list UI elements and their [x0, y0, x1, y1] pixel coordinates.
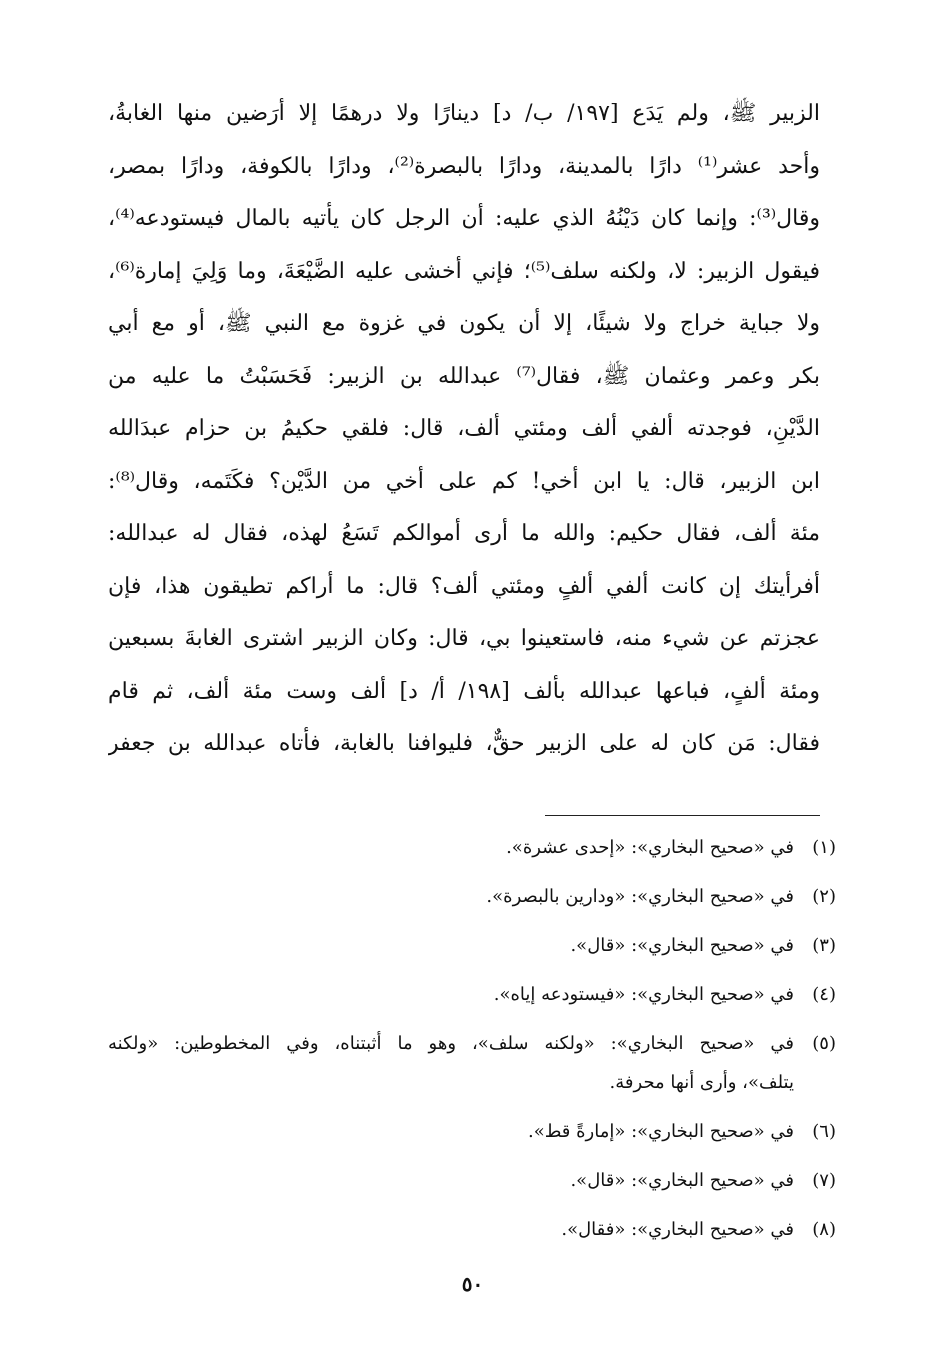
page-number: ٥٠: [461, 1272, 484, 1296]
footnote-line: في «صحيح البخاري»: «إحدى عشرة».: [506, 837, 794, 858]
footnote: [108, 828, 836, 867]
footnote-line: في «صحيح البخاري»: «فقال».: [561, 1219, 794, 1240]
footnote: [108, 1024, 836, 1102]
text-line: فيقول الزبير: لا، ولكنه سلف⁽⁵⁾؛ فإني أخشى عليه الضَّيْعَةَ، وما وَلِيَ إمارة⁽⁶⁾،: [108, 258, 820, 284]
text-line: الدَّيْنِ، فوجدته ألفي ألف ومئتي ألف، قال: فلقي حكيمُ بن حزام عبدَالله: [108, 416, 820, 441]
footnote-number: (٣): [812, 935, 836, 956]
footnote: [108, 975, 836, 1014]
footnote-line: في «صحيح البخاري»: «قال».: [570, 935, 794, 956]
footnote-number: (٤): [812, 984, 836, 1005]
footnote: [108, 1210, 836, 1249]
footnote-line: في «صحيح البخاري»: «فيستودعه إياه».: [493, 984, 794, 1005]
text-line: وقال⁽³⁾: وإنما كان دَيْنُهُ الذي عليه: أن الرجل كان يأتيه بالمال فيستودعه⁽⁴⁾،: [108, 206, 820, 231]
footnote-text: [108, 1112, 794, 1151]
text-line: وأحد عشر⁽¹⁾ دارًا بالمدينة، ودارًا بالبصرة⁽²⁾، ودارًا بالكوفة، ودارًا بمصر،: [108, 153, 820, 179]
footnote-line: في «صحيح البخاري»: «ودارين بالبصرة».: [486, 886, 794, 907]
footnote-separator: [545, 815, 820, 816]
main-text: [108, 88, 820, 771]
footnote-text: [108, 877, 794, 916]
text-line: فقال: مَن كان له على الزبير حقٌّ، فليوافنا بالغابة، فأتاه عبدالله بن جعفر: [108, 731, 820, 756]
footnote-number: (٥): [812, 1033, 836, 1054]
footnote-line: يتلف»، وأرى أنها محرفة.: [609, 1072, 794, 1093]
footnote-number: (١): [812, 837, 836, 858]
footnote-text: [108, 975, 794, 1014]
footnote-number: (٨): [812, 1219, 836, 1240]
text-line: بكر وعمر وعثمان ﷺ، فقال⁽⁷⁾ عبدالله بن الزبير: فَحَسَبْتُ ما عليه من: [108, 363, 820, 389]
footnote: [108, 926, 836, 965]
footnote-number: (٢): [812, 886, 836, 907]
footnote-line: في «صحيح البخاري»: «قال».: [570, 1170, 794, 1191]
footnote-text: [108, 1161, 794, 1200]
text-line: عجزتم عن شيء منه، فاستعينوا بي، قال: وكان الزبير اشترى الغابةَ بسبعين: [108, 626, 820, 651]
footnotes: [108, 828, 836, 1259]
footnote-number: (٦): [812, 1121, 836, 1142]
text-line: أفرأيتك إن كانت ألفي ألفٍ ومئتي ألف؟ قال: ما أراكم تطيقون هذا، فإن: [108, 573, 820, 599]
footnote-text: [108, 926, 794, 965]
text-line: الزبير ﷺ، ولم يَدَع [١٩٧/ ب/ د] دينارًا ولا درهمًا إلا أرَضين منها الغابةُ،: [108, 101, 820, 126]
text-line: مئة ألف، فقال حكيم: والله ما أرى أموالكم تَسَعُ لهذه، فقال له عبدالله:: [108, 521, 820, 546]
footnote-line: في «صحيح البخاري»: «ولكنه سلف»، وهو ما أثبتناه، وفي المخطوطين: «ولكنه: [108, 1033, 794, 1054]
footnote-number: (٧): [812, 1170, 836, 1191]
footnote: [108, 1161, 836, 1200]
footnote-text: [108, 828, 794, 867]
footnote-text: [108, 1024, 794, 1102]
footnote: [108, 877, 836, 916]
footnote-line: في «صحيح البخاري»: «إمارةً قط».: [527, 1121, 794, 1142]
footnote: [108, 1112, 836, 1151]
text-line: ومئة ألفٍ، فباعها عبدالله بألف [١٩٨/ أ/ د] ألف وست مئة ألف، ثم قام: [108, 678, 820, 704]
text-line: ولا جباية خراج ولا شيئًا، إلا أن يكون في غزوة مع النبي ﷺ، أو مع أبي: [108, 311, 820, 336]
text-line: ابن الزبير، قال: يا ابن أخي! كم على أخي من الدَّيْن؟ فكَتَمه، وقال⁽⁸⁾:: [108, 468, 820, 494]
footnote-text: [108, 1210, 794, 1249]
